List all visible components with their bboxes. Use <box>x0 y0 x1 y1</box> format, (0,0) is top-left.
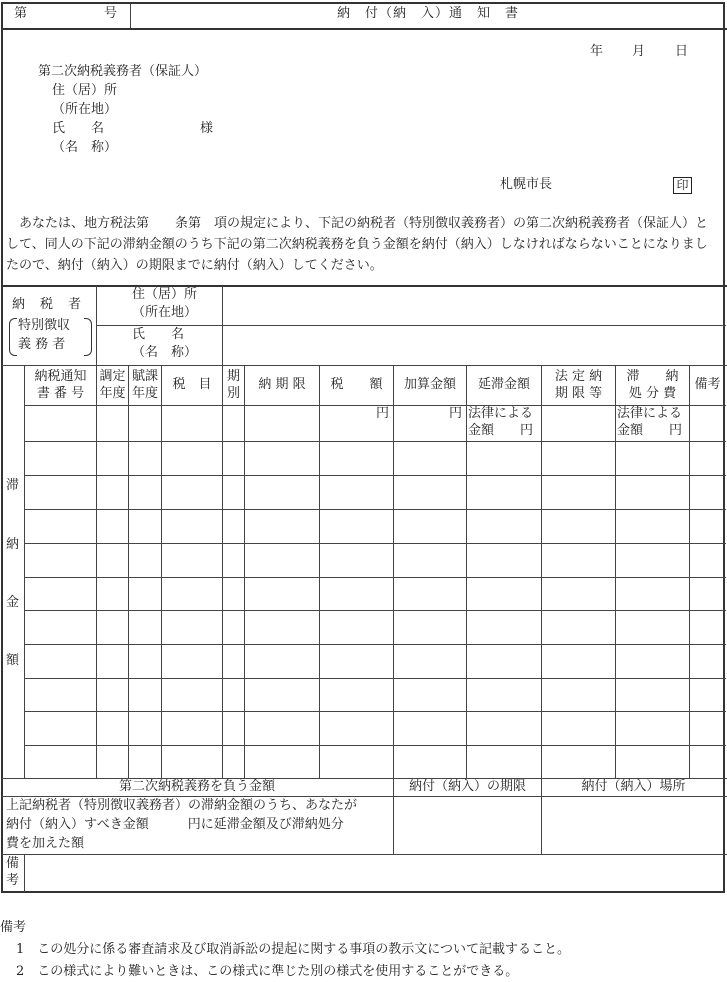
col-divider <box>24 366 25 778</box>
remarks-col-divider <box>24 855 25 892</box>
remarks-label-2: 考 <box>6 873 20 888</box>
amount-header: 第二次納税義務を負う金額 <box>118 779 275 794</box>
notice-number-dai: 第 <box>14 6 28 21</box>
col-divider <box>393 366 394 778</box>
notice-body-text: あなたは、地方税法第 条第 項の規定により、下記の納税者（特別徴収義務者）の第二次納税義務者（保証人）として、同人の下記の滞納金額のうち下記の第二次納税義務を負う金額を納付（納入）しなければならないことになりましたので、納付（納入）の期限までに納付（納入）してください。 <box>6 216 709 273</box>
unit-tax-yen: 円 <box>375 406 389 421</box>
bottom-header-line <box>1 796 727 797</box>
table-top-border <box>1 365 727 366</box>
header-levy-2: 年度 <box>131 386 158 401</box>
header-period-1: 期 <box>226 369 240 384</box>
col-divider <box>466 366 467 778</box>
amount-text-1: 上記納税者（特別徴収義務者）の滞納金額のうち、あなたが <box>6 798 358 813</box>
col-divider <box>222 366 223 778</box>
paren-right <box>84 318 92 356</box>
taxpayer-location-label: （所在地） <box>132 305 198 320</box>
note-item-1: 1 この処分に係る審査請求及び取消訴訟の提起に関する事項の教示文について記載すること。 <box>16 942 571 957</box>
header-legal-1: 法 定 納 <box>554 369 603 384</box>
header-due-date: 納 期 限 <box>258 377 306 392</box>
unit-surcharge-yen: 円 <box>448 406 462 421</box>
header-tax-item: 税 目 <box>172 377 212 392</box>
special-collector-line1: 特別徴収 <box>18 318 71 333</box>
unit-delinquency-2: 金額 円 <box>468 423 534 438</box>
amount-text-2: 納付（納入）すべき金額 円に延滞金額及び滞納処分 <box>6 817 344 832</box>
taxpayer-label: 納 税 者 <box>12 297 83 312</box>
date-year: 年 <box>590 44 604 59</box>
bottom-amount-line <box>1 854 727 855</box>
note-item-2: 2 この様式により難いときは、この様式に準じた別の様式を使用することができる。 <box>16 964 519 979</box>
header-period-2: 別 <box>226 386 240 401</box>
form-title: 納 付（納 入）通 知 書 <box>336 6 519 21</box>
paren-left <box>9 318 17 356</box>
date-month: 月 <box>632 44 646 59</box>
col-divider <box>541 366 542 778</box>
notice-number-go: 号 <box>104 6 118 21</box>
table-row-line <box>24 441 726 442</box>
header-remarks: 備考 <box>694 377 721 392</box>
form-frame <box>1 2 725 893</box>
taxpayer-title-label: （名 称） <box>132 345 198 360</box>
col-divider <box>161 366 162 778</box>
taxpayer-name-label: 氏 名 <box>132 327 185 342</box>
amount-text-3: 費を加えた額 <box>6 836 85 851</box>
addressee-location-label: （所在地） <box>52 102 118 117</box>
table-row-line <box>24 678 726 679</box>
table-row-line <box>24 509 726 510</box>
header-adjust-2: 年度 <box>99 386 126 401</box>
taxpayer-mid-line <box>96 325 726 326</box>
special-collector-line2: 義 務 者 <box>18 337 66 352</box>
unit-disposal-1: 法律による <box>617 406 683 421</box>
addressee-name-label: 氏 名 <box>52 121 105 136</box>
header-divider <box>1 28 727 30</box>
table-row-line <box>24 543 726 544</box>
header-delinquency: 延滞金額 <box>477 377 530 392</box>
place-header: 納付（納入）場所 <box>581 779 686 794</box>
table-row-line <box>24 577 726 578</box>
issuer-name: 札幌市長 <box>500 177 553 192</box>
addressee-sama: 様 <box>200 121 214 136</box>
addressee-title-label: （名 称） <box>52 140 118 155</box>
col-divider <box>615 366 616 778</box>
side-label-char: 納 <box>6 537 20 552</box>
table-row-line <box>24 711 726 712</box>
table-row-line <box>24 475 726 476</box>
notes-title: 備考 <box>0 920 27 935</box>
header-notice-no-1: 納税通知 <box>34 369 87 384</box>
table-row-line <box>24 644 726 645</box>
table-row-line <box>24 745 726 746</box>
unit-disposal-2: 金額 円 <box>617 423 683 438</box>
col-divider <box>244 366 245 778</box>
header-adjust-1: 調定 <box>99 369 126 384</box>
col-divider <box>128 366 129 778</box>
header-notice-no-2: 書 番 号 <box>36 386 85 401</box>
col-divider <box>689 366 690 778</box>
col-divider <box>96 366 97 778</box>
col-divider <box>319 366 320 778</box>
side-label-char: 金 <box>6 595 20 610</box>
taxpayer-top-border <box>1 285 727 287</box>
header-legal-2: 期 限 等 <box>554 386 603 401</box>
header-surcharge: 加算金額 <box>403 377 456 392</box>
header-tax-amount: 税 額 <box>330 377 383 392</box>
deadline-header: 納付（納入）の期限 <box>408 779 526 794</box>
addressee-role: 第二次納税義務者（保証人） <box>38 64 208 79</box>
unit-delinquency-1: 法律による <box>468 406 534 421</box>
addressee-address-label: 住（居）所 <box>52 83 118 98</box>
header-disposal-2: 処 分 費 <box>628 386 677 401</box>
header-disposal-1: 滞 納 <box>626 369 679 384</box>
side-label-char: 額 <box>6 653 20 668</box>
header-levy-1: 賦課 <box>131 369 158 384</box>
seal-mark: 印 <box>673 177 692 194</box>
table-row-line <box>24 610 726 611</box>
taxpayer-address-label: 住（居）所 <box>132 287 198 302</box>
date-day: 日 <box>675 44 689 59</box>
remarks-label-1: 備 <box>6 856 20 871</box>
side-label-char: 滞 <box>6 478 20 493</box>
